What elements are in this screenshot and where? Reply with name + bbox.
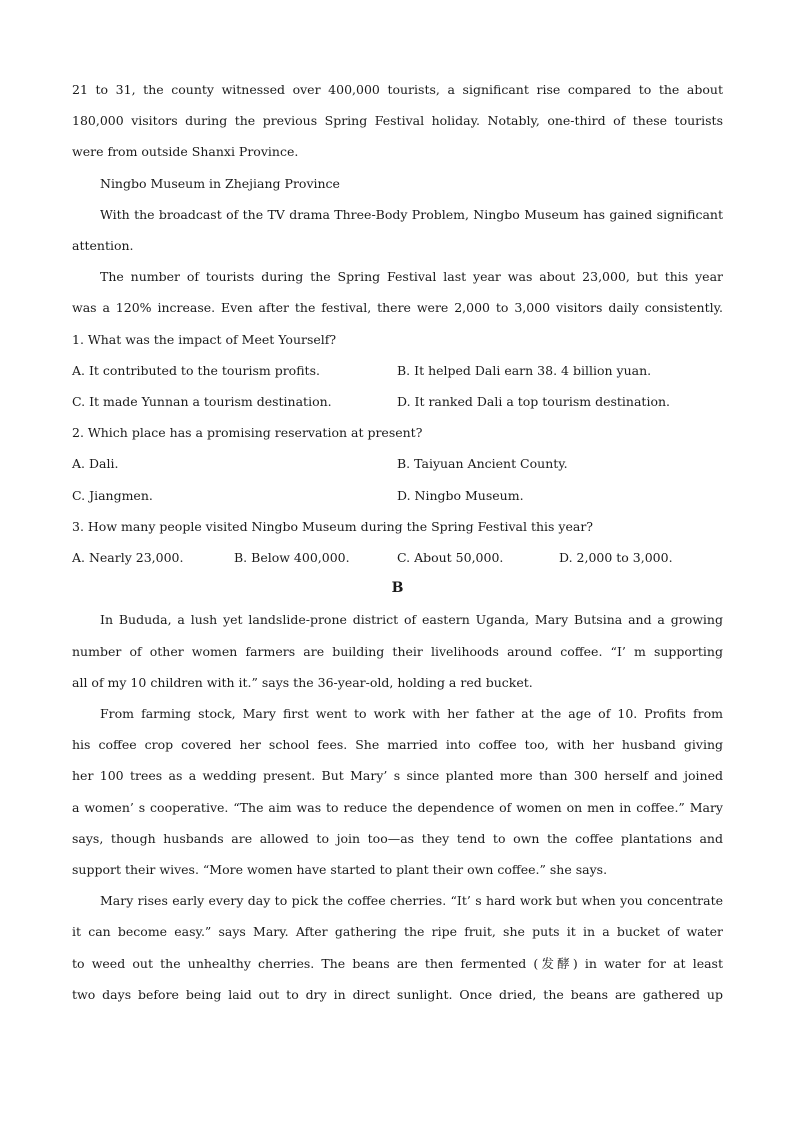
- option-d: D. It ranked Dali a top tourism destination.: [397, 394, 670, 410]
- question-stem: 2. Which place has a promising reservation at present?: [72, 425, 423, 441]
- option-c: C. Jiangmen.: [72, 487, 153, 503]
- paragraph-ningbo-broadcast: [72, 199, 723, 261]
- text-line: The number of tourists during the Spring Festival last year was about 23,000, but this year: [100, 269, 723, 285]
- ningbo-heading: Ningbo Museum in Zhejiang Province: [100, 175, 340, 191]
- question-1: [72, 324, 723, 418]
- page-content: [72, 74, 723, 1010]
- paragraph-farming-stock: [72, 698, 723, 885]
- text-line: says, though husbands are allowed to join too—as they tend to own the coffee plantations and: [72, 830, 723, 846]
- option-c: C. About 50,000.: [397, 549, 504, 565]
- text-line: two days before being laid out to dry in direct sunlight. Once dried, the beans are gathered up: [72, 986, 723, 1002]
- text-line: With the broadcast of the TV drama Three-Body Problem, Ningbo Museum has gained significant: [100, 206, 723, 222]
- text-line: were from outside Shanxi Province.: [72, 144, 299, 160]
- option-c: C. It made Yunnan a tourism destination.: [72, 394, 332, 410]
- option-row: [72, 480, 723, 511]
- paragraph-bududa: [72, 604, 723, 698]
- question-2: [72, 417, 723, 511]
- text-line: In Bududa, a lush yet landslide-prone district of eastern Uganda, Mary Butsina and a growing: [100, 612, 723, 628]
- option-a: A. It contributed to the tourism profits.: [72, 362, 320, 378]
- option-b: B. Below 400,000.: [234, 549, 350, 565]
- text-line: 180,000 visitors during the previous Spring Festival holiday. Notably, one-third of these tourists: [72, 113, 723, 129]
- option-row: [72, 355, 723, 386]
- text-line: Mary rises early every day to pick the coffee cherries. “It’ s hard work but when you concentrate: [100, 893, 723, 909]
- option-d: D. Ningbo Museum.: [397, 487, 524, 503]
- option-a: A. Nearly 23,000.: [72, 549, 184, 565]
- option-d: D. 2,000 to 3,000.: [559, 549, 673, 565]
- text-line: it can become easy.” says Mary. After gathering the ripe fruit, she puts it in a bucket of water: [72, 924, 723, 940]
- paragraph-county-tourists: [72, 74, 723, 168]
- text-line: From farming stock, Mary first went to work with her father at the age of 10. Profits from: [100, 705, 723, 721]
- paragraph-ningbo-tourists: [72, 261, 723, 323]
- text-line: a women’ s cooperative. “The aim was to reduce the dependence of women on men in coffee.” Mary: [72, 799, 723, 815]
- text-line: her 100 trees as a wedding present. But Mary’ s since planted more than 300 herself and joined: [72, 768, 723, 784]
- text-line: attention.: [72, 238, 134, 254]
- question-stem: 3. How many people visited Ningbo Museum during the Spring Festival this year?: [72, 518, 593, 534]
- paragraph-coffee-cherries: [72, 885, 723, 1010]
- option-row: [72, 448, 723, 479]
- text-line: his coffee crop covered her school fees. She married into coffee too, with her husband giving: [72, 737, 723, 753]
- option-b: B. Taiyuan Ancient County.: [397, 456, 568, 472]
- text-line: 21 to 31, the county witnessed over 400,000 tourists, a significant rise compared to the about: [72, 82, 723, 97]
- text-line: was a 120% increase. Even after the festival, there were 2,000 to 3,000 visitors daily consistently.: [72, 300, 723, 316]
- section-b-label: B: [391, 580, 404, 597]
- option-a: A. Dali.: [72, 456, 119, 472]
- option-b: B. It helped Dali earn 38. 4 billion yuan.: [397, 362, 652, 378]
- text-line: number of other women farmers are building their livelihoods around coffee. “I’ m supporting: [72, 643, 723, 659]
- question-stem: 1. What was the impact of Meet Yourself?: [72, 331, 337, 347]
- text-line: support their wives. “More women have started to plant their own coffee.” she says.: [72, 862, 608, 877]
- text-line: all of my 10 children with it.” says the 36-year-old, holding a red bucket.: [72, 674, 533, 690]
- text-line: to weed out the unhealthy cherries. The beans are then fermented (发酵) in water for at least: [72, 955, 723, 971]
- option-row: [72, 386, 723, 417]
- option-row: [72, 542, 723, 573]
- question-3: [72, 511, 723, 573]
